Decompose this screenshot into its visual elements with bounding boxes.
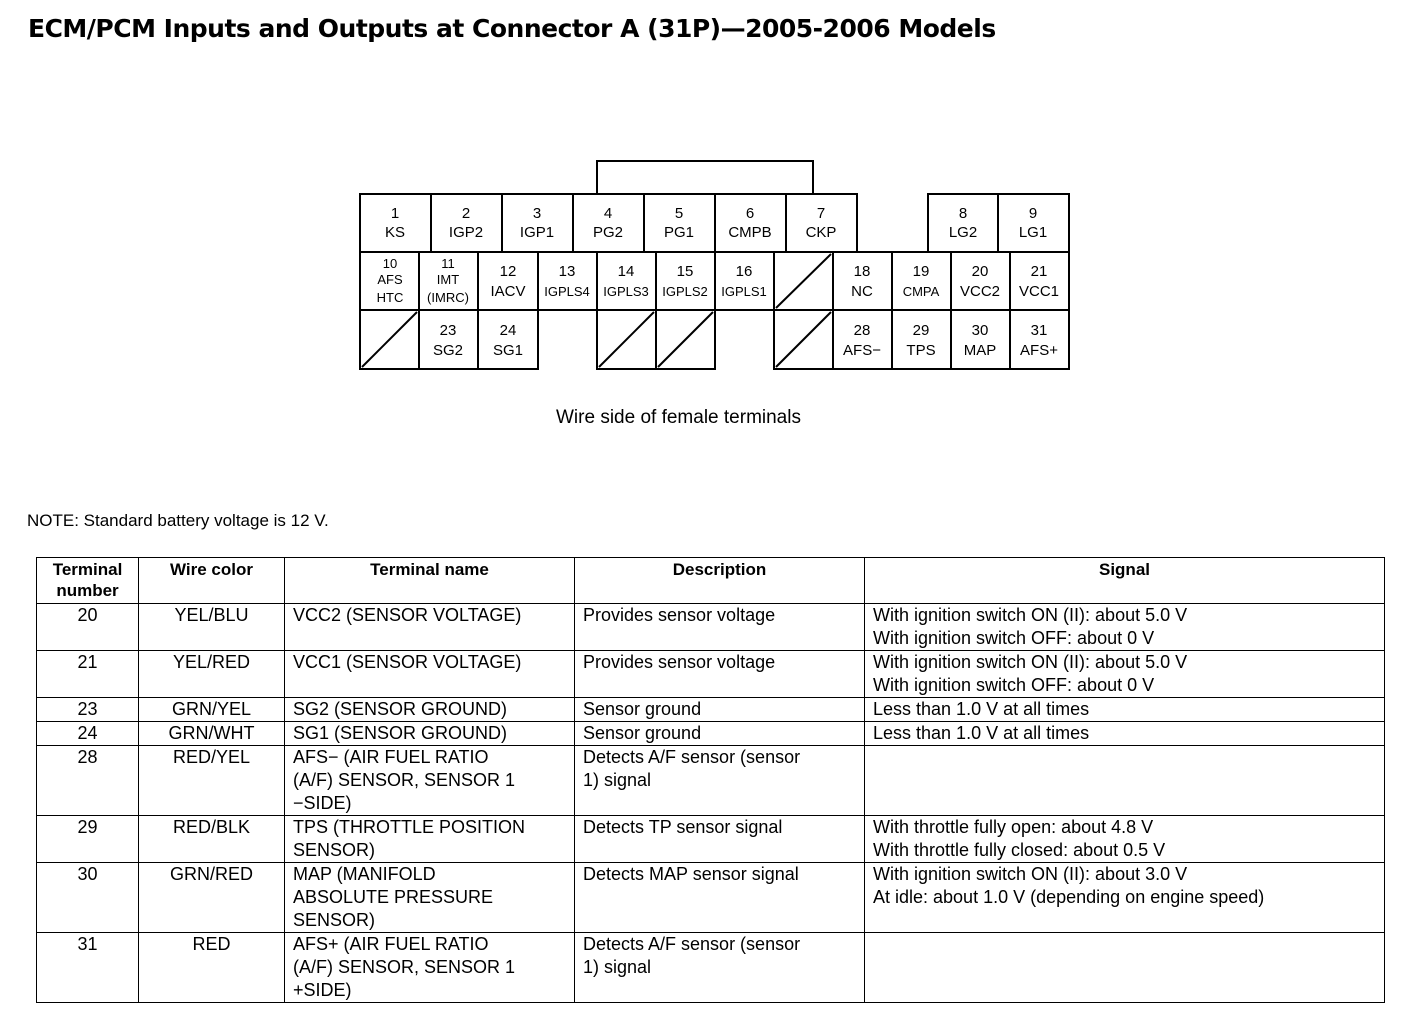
cell-terminal-number: 31 [37,933,139,1003]
cell-terminal-number: 21 [37,651,139,698]
svg-text:MAP: MAP [963,342,997,359]
svg-text:11: 11 [441,256,455,271]
cell-wire-color: RED [139,933,285,1003]
table-body [37,604,1385,1003]
svg-text:CMPA: CMPA [902,284,940,299]
svg-text:8: 8 [958,205,968,222]
svg-text:9: 9 [1028,205,1038,222]
svg-text:IGPLS1: IGPLS1 [721,284,767,299]
svg-text:LG2: LG2 [948,224,978,241]
svg-text:15: 15 [676,263,694,280]
svg-text:CMPB: CMPB [728,224,772,241]
cell-signal: With ignition switch ON (II): about 5.0 V With ignition switch OFF: about 0 V [865,604,1385,651]
svg-text:AFS+: AFS+ [1020,342,1058,359]
cell-description: Provides sensor voltage [575,604,865,651]
svg-text:2: 2 [461,205,471,222]
svg-text:IMT: IMT [436,272,460,287]
svg-text:SG2: SG2 [432,342,464,359]
svg-text:1: 1 [390,205,400,222]
svg-text:AFS: AFS [377,272,403,287]
svg-text:12: 12 [499,263,517,280]
cell-terminal-number: 29 [37,816,139,863]
cell-description: Detects MAP sensor signal [575,863,865,933]
cell-terminal-name: TPS (THROTTLE POSITION SENSOR) [285,816,575,863]
svg-text:6: 6 [745,205,755,222]
svg-text:31: 31 [1030,322,1048,339]
cell-terminal-name: SG1 (SENSOR GROUND) [285,722,575,746]
svg-text:13: 13 [558,263,576,280]
svg-text:16: 16 [735,263,753,280]
cell-terminal-number: 28 [37,746,139,816]
svg-text:NC: NC [851,283,873,300]
cell-terminal-number: 30 [37,863,139,933]
cell-terminal-name: SG2 (SENSOR GROUND) [285,698,575,722]
cell-signal: With ignition switch ON (II): about 3.0 V At idle: about 1.0 V (depending on engine speed) [865,863,1385,933]
cell-wire-color: GRN/RED [139,863,285,933]
table-row [37,604,1385,651]
cell-wire-color: GRN/YEL [139,698,285,722]
cell-terminal-name: VCC2 (SENSOR VOLTAGE) [285,604,575,651]
svg-text:KS: KS [384,224,406,241]
svg-text:IACV: IACV [490,283,526,300]
cell-description: Detects A/F sensor (sensor 1) signal [575,746,865,816]
svg-text:TPS: TPS [906,342,936,359]
table-row [37,698,1385,722]
svg-text:IGP2: IGP2 [448,224,484,241]
table-header-row [37,558,1385,604]
svg-text:IGP1: IGP1 [519,224,555,241]
svg-text:IGPLS3: IGPLS3 [603,284,649,299]
svg-text:7: 7 [816,205,826,222]
cell-signal: Less than 1.0 V at all times [865,698,1385,722]
header-terminal-name: Terminal name [285,558,575,604]
cell-wire-color: RED/BLK [139,816,285,863]
svg-text:19: 19 [912,263,930,280]
svg-text:3: 3 [532,205,542,222]
signal-table [36,557,1385,1003]
cell-terminal-name: MAP (MANIFOLD ABSOLUTE PRESSURE SENSOR) [285,863,575,933]
cell-signal: Less than 1.0 V at all times [865,722,1385,746]
cell-description: Provides sensor voltage [575,651,865,698]
table-row [37,816,1385,863]
table-row [37,933,1385,1003]
page-title: ECM/PCM Inputs and Outputs at Connector A (31P)—2005-2006 Models [28,14,996,43]
svg-text:29: 29 [912,322,930,339]
cell-description: Sensor ground [575,698,865,722]
battery-note: NOTE: Standard battery voltage is 12 V. [27,511,329,530]
cell-wire-color: YEL/RED [139,651,285,698]
cell-description: Sensor ground [575,722,865,746]
cell-terminal-name: AFS− (AIR FUEL RATIO (A/F) SENSOR, SENSOR 1 −SIDE) [285,746,575,816]
cell-signal: With ignition switch ON (II): about 5.0 V With ignition switch OFF: about 0 V [865,651,1385,698]
svg-text:30: 30 [971,322,989,339]
header-terminal-number: Terminal number [37,558,139,604]
svg-text:20: 20 [971,263,989,280]
header-description: Description [575,558,865,604]
connector-caption: Wire side of female terminals [556,407,801,428]
cell-signal [865,746,1385,816]
table-row [37,651,1385,698]
cell-terminal-number: 24 [37,722,139,746]
svg-text:PG1: PG1 [663,224,695,241]
svg-text:21: 21 [1030,263,1048,280]
svg-text:5: 5 [674,205,684,222]
svg-text:PG2: PG2 [592,224,624,241]
cell-description: Detects A/F sensor (sensor 1) signal [575,933,865,1003]
table-row [37,722,1385,746]
cell-signal [865,933,1385,1003]
cell-terminal-number: 20 [37,604,139,651]
svg-text:28: 28 [853,322,871,339]
svg-text:IGPLS2: IGPLS2 [662,284,708,299]
svg-text:IGPLS4: IGPLS4 [544,284,590,299]
svg-text:HTC: HTC [376,290,404,305]
svg-text:4: 4 [603,205,613,222]
svg-text:CKP: CKP [805,224,837,241]
cell-terminal-name: VCC1 (SENSOR VOLTAGE) [285,651,575,698]
svg-text:10: 10 [382,256,398,271]
cell-wire-color: YEL/BLU [139,604,285,651]
svg-text:18: 18 [853,263,871,280]
svg-text:VCC2: VCC2 [959,283,1001,300]
cell-wire-color: RED/YEL [139,746,285,816]
svg-text:SG1: SG1 [492,342,524,359]
header-wire-color: Wire color [139,558,285,604]
cell-terminal-name: AFS+ (AIR FUEL RATIO (A/F) SENSOR, SENSOR 1 +SIDE) [285,933,575,1003]
connector-latch [597,161,813,194]
cell-wire-color: GRN/WHT [139,722,285,746]
header-signal: Signal [865,558,1385,604]
cell-terminal-number: 23 [37,698,139,722]
svg-text:VCC1: VCC1 [1018,283,1060,300]
svg-text:(IMRC): (IMRC) [427,290,469,305]
svg-text:AFS−: AFS− [843,342,881,359]
svg-text:23: 23 [439,322,457,339]
cell-signal: With throttle fully open: about 4.8 V With throttle fully closed: about 0.5 V [865,816,1385,863]
svg-text:LG1: LG1 [1018,224,1048,241]
cell-description: Detects TP sensor signal [575,816,865,863]
svg-text:24: 24 [499,322,517,339]
table-row [37,746,1385,816]
svg-text:14: 14 [617,263,635,280]
connector-diagram [0,0,1408,400]
table-row [37,863,1385,933]
